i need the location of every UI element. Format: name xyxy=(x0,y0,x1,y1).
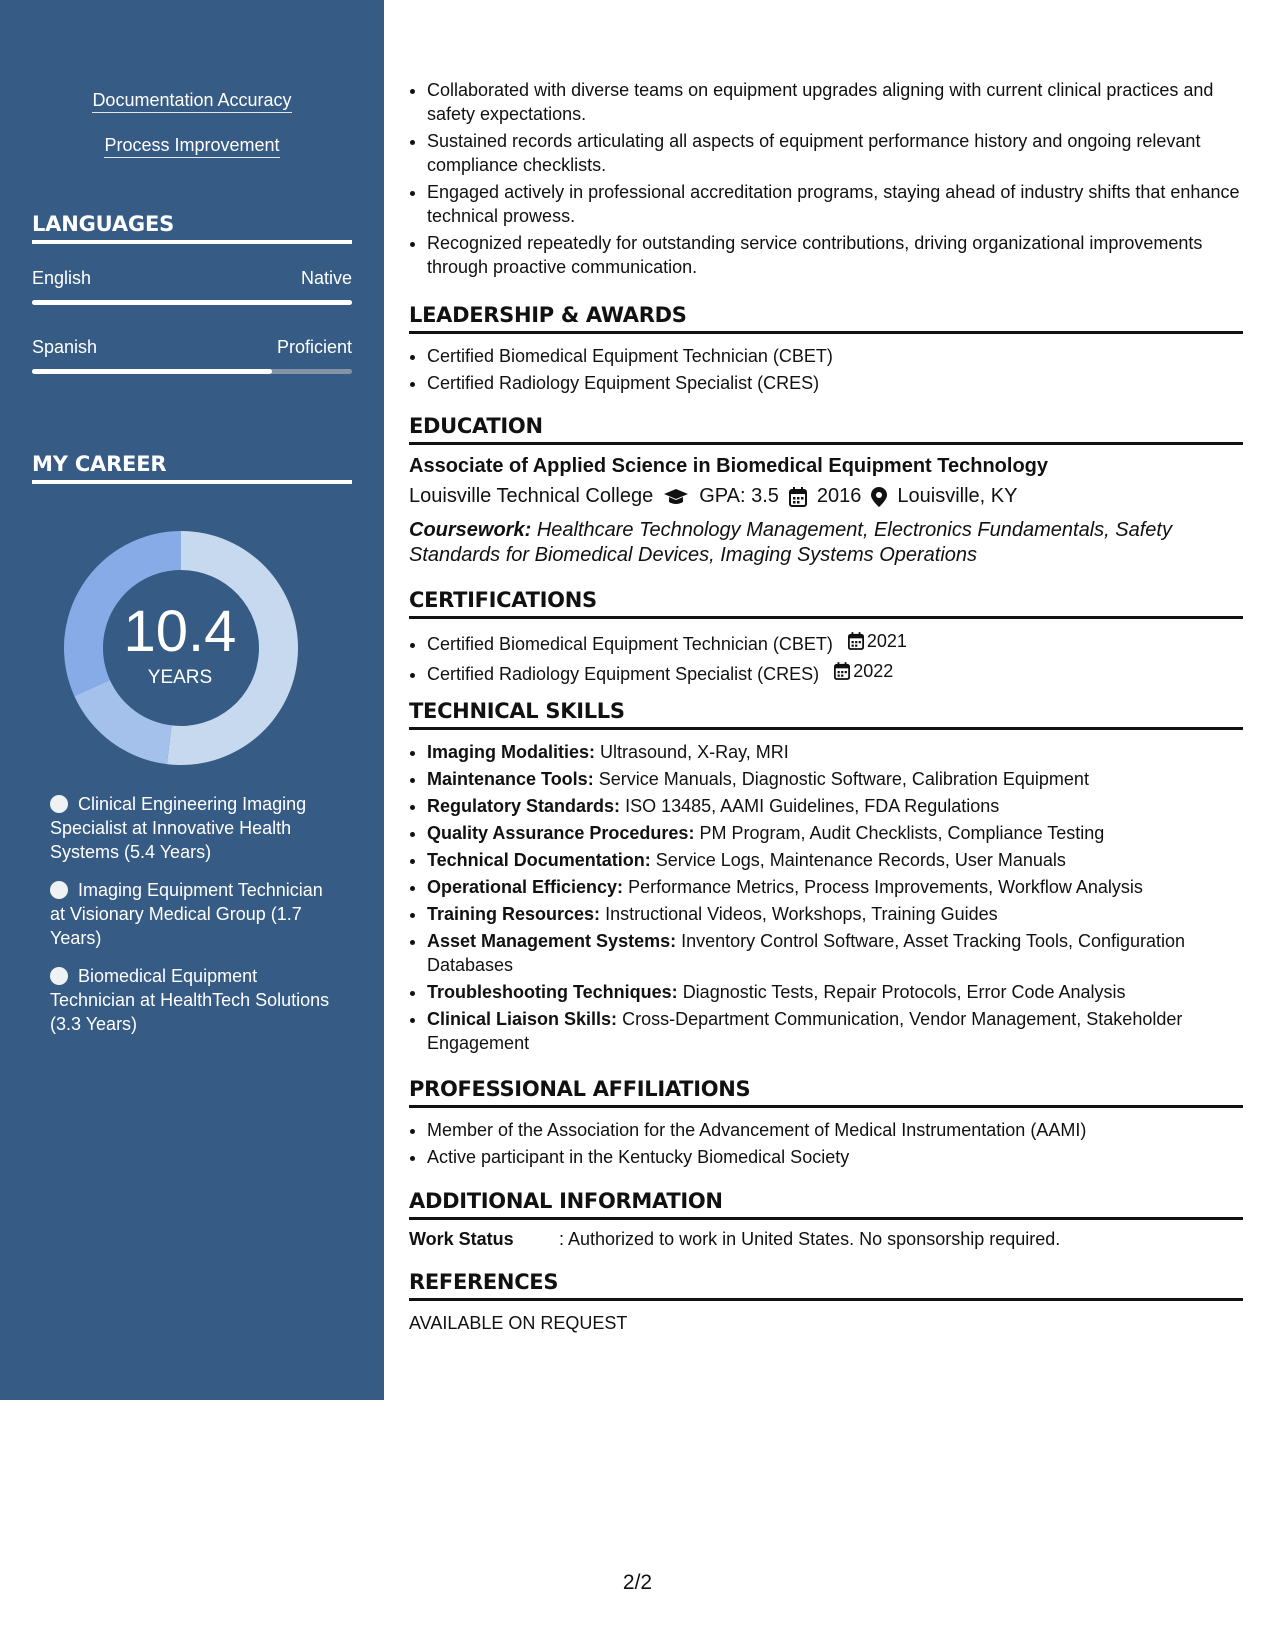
additional-info-heading: ADDITIONAL INFORMATION xyxy=(409,1189,1243,1220)
list-item: • Engaged actively in professional accreditation programs, staying ahead of industry shifts that enhance technical prowess. xyxy=(427,180,1247,228)
career-total-years: 10.4 xyxy=(123,599,237,664)
career-item: Imaging Equipment Technician at Visionary Medical Group (1.7 Years) xyxy=(50,880,323,948)
list-item: • Collaborated with diverse teams on equipment upgrades aligning with current clinical practices and safety expectations. xyxy=(427,78,1247,126)
affiliations-heading: PROFESSIONAL AFFILIATIONS xyxy=(409,1077,1243,1108)
career-item: Biomedical Equipment Technician at HealthTech Solutions (3.3 Years) xyxy=(50,966,330,1034)
list-item: • Certified Radiology Equipment Specialist (CRES) 2022 xyxy=(427,659,1247,686)
graduation-cap-icon xyxy=(663,488,689,506)
location-pin-icon xyxy=(871,487,887,507)
list-item: • Troubleshooting Techniques: Diagnostic Tests, Repair Protocols, Error Code Analysis xyxy=(427,980,1247,1004)
list-item: • Asset Management Systems: Inventory Control Software, Asset Tracking Tools, Configuration Databases xyxy=(427,929,1247,977)
skill-link-documentation-accuracy[interactable]: Documentation Accuracy xyxy=(0,89,384,111)
leadership-heading: LEADERSHIP & AWARDS xyxy=(409,303,1243,334)
list-item: • Imaging Modalities: Ultrasound, X-Ray, MRI xyxy=(427,740,1247,764)
education-year: 2016 xyxy=(816,485,862,507)
language-level: Native xyxy=(300,268,352,288)
list-item: • Sustained records articulating all aspects of equipment performance history and ongoing relevant compliance checklists. xyxy=(427,129,1247,177)
education-degree: Associate of Applied Science in Biomedical Equipment Technology xyxy=(409,455,1049,477)
list-item: • Regulatory Standards: ISO 13485, AAMI Guidelines, FDA Regulations xyxy=(427,794,1247,818)
list-item: • Clinical Liaison Skills: Cross-Department Communication, Vendor Management, Stakeholder Engagement xyxy=(427,1007,1247,1055)
calendar-icon xyxy=(848,632,864,650)
language-name: English xyxy=(32,268,92,288)
certification-year: 2022 xyxy=(853,661,894,681)
list-item: • Active participant in the Kentucky Biomedical Society xyxy=(427,1145,1247,1169)
technical-skills-list xyxy=(409,740,1247,1058)
education-school: Louisville Technical College xyxy=(409,485,654,507)
education-heading: EDUCATION xyxy=(409,414,1243,445)
references-text: AVAILABLE ON REQUEST xyxy=(409,1313,628,1333)
skill-link-process-improvement[interactable]: Process Improvement xyxy=(0,134,384,156)
legend-dot-icon xyxy=(50,967,68,985)
legend-dot-icon xyxy=(50,795,68,813)
career-item: Clinical Engineering Imaging Specialist at Innovative Health Systems (5.4 Years) xyxy=(50,794,307,862)
technical-skills-heading: TECHNICAL SKILLS xyxy=(409,699,1243,730)
list-item: • Certified Radiology Equipment Specialist (CRES) xyxy=(427,371,1247,395)
list-item: • Certified Biomedical Equipment Technician (CBET) xyxy=(427,344,1247,368)
list-item: • Maintenance Tools: Service Manuals, Diagnostic Software, Calibration Equipment xyxy=(427,767,1247,791)
language-bar-spanish xyxy=(32,369,352,374)
calendar-icon xyxy=(834,662,850,680)
certifications-list xyxy=(409,629,1247,689)
career-total-unit: YEARS xyxy=(147,667,213,688)
list-item: • Technical Documentation: Service Logs, Maintenance Records, User Manuals xyxy=(427,848,1247,872)
work-status-label: Work Status xyxy=(409,1229,514,1249)
language-name: Spanish xyxy=(32,337,98,357)
references-heading: REFERENCES xyxy=(409,1270,1243,1301)
list-item: • Operational Efficiency: Performance Metrics, Process Improvements, Workflow Analysis xyxy=(427,875,1247,899)
languages-heading: LANGUAGES xyxy=(32,212,352,244)
language-bar-fill xyxy=(32,300,352,305)
list-item: • Member of the Association for the Advancement of Medical Instrumentation (AAMI) xyxy=(427,1118,1247,1142)
education-coursework: Coursework: Healthcare Technology Management, Electronics Fundamentals, Safety Standards for Biomedical Devices, Imaging Systems Operations xyxy=(409,519,1172,566)
language-row-english xyxy=(32,268,352,289)
language-bar-english xyxy=(32,300,352,305)
work-status-value: : Authorized to work in United States. No sponsorship required. xyxy=(559,1229,1061,1249)
career-heading: MY CAREER xyxy=(32,452,352,484)
list-item: • Certified Biomedical Equipment Technician (CBET) 2021 xyxy=(427,629,1247,656)
education-location: Louisville, KY xyxy=(897,485,1018,507)
language-row-spanish xyxy=(32,337,352,358)
list-item: • Training Resources: Instructional Videos, Workshops, Training Guides xyxy=(427,902,1247,926)
calendar-icon xyxy=(789,487,807,507)
education-gpa: GPA: 3.5 xyxy=(699,485,779,507)
language-level: Proficient xyxy=(276,337,352,357)
legend-dot-icon xyxy=(50,881,68,899)
certification-year: 2021 xyxy=(866,631,907,651)
donut-segment-2 xyxy=(74,680,171,764)
language-bar-fill xyxy=(32,369,272,374)
work-status-row xyxy=(409,1229,1060,1250)
sidebar xyxy=(0,0,384,1400)
page-number: 2/2 xyxy=(622,1571,653,1594)
education-details xyxy=(409,485,1017,508)
certifications-heading: CERTIFICATIONS xyxy=(409,588,1243,619)
list-item: • Quality Assurance Procedures: PM Program, Audit Checklists, Compliance Testing xyxy=(427,821,1247,845)
affiliations-list xyxy=(409,1118,1247,1172)
leadership-list xyxy=(409,344,1247,398)
experience-bullets xyxy=(409,78,1247,282)
list-item: • Recognized repeatedly for outstanding service contributions, driving organizational improvements through proactive communication. xyxy=(427,231,1247,279)
